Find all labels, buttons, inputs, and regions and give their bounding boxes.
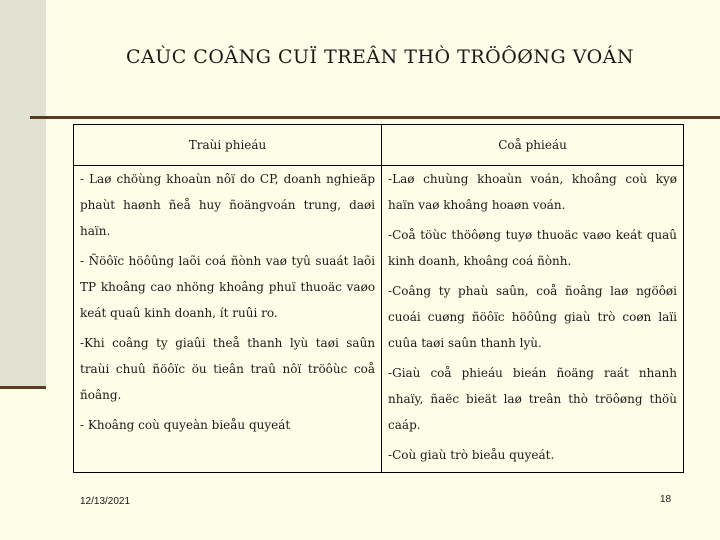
share-point-2: -Coå töùc thöôøng tuyø thuoäc vaøo keát quaû kinh doanh, khoâng coá ñònh. xyxy=(388,228,677,268)
bond-point-3: -Khi coâng ty giaûi theå thanh lyù taøi saûn traùi chuû ñöôïc öu tieân traû nôï tröôùc coå ñoâng. xyxy=(80,336,376,402)
header-shares: Coå phieáu xyxy=(382,125,684,166)
slide-date: 12/13/2021 xyxy=(80,496,131,507)
shares-cell xyxy=(382,166,684,473)
table-row xyxy=(74,166,684,473)
header-bonds: Traùi phieáu xyxy=(74,125,382,166)
title-underline xyxy=(30,116,720,119)
bonds-cell xyxy=(74,166,382,473)
bond-point-2: - Ñöôïc höôûng laõi coá ñònh vaø tyû suaát laõi TP khoâng cao nhöng khoâng phuï thuoäc vaøo keát quaû kinh doanh, ít ruûi ro. xyxy=(80,254,376,320)
table-header-row xyxy=(74,125,684,166)
share-point-3: -Coâng ty phaù saûn, coå ñoâng laø ngöôøi cuoái cuøng ñöôïc höôûng giaù trò coøn laïi cuûa taøi saûn thanh lyù. xyxy=(388,284,677,350)
share-point-1: -Laø chuùng khoaùn voán, khoâng coù kyø haïn vaø khoâng hoaøn voán. xyxy=(388,172,677,212)
bond-point-1: - Laø chöùng khoaùn nôï do CP, doanh nghieäp phaùt haønh ñeå huy ñoängvoán trung, daøi haïn. xyxy=(80,172,376,238)
page-number: 18 xyxy=(660,494,672,505)
comparison-table xyxy=(73,124,684,473)
bond-point-4: - Khoâng coù quyeàn bieåu quyeát xyxy=(80,418,291,432)
slide-title: CAÙC COÂNG CUÏ TREÂN THÒ TRÖÔØNG VOÁN xyxy=(125,46,635,68)
share-point-4: -Giaù coå phieáu bieán ñoäng raát nhanh nhaïy, ñaëc bieät laø treân thò tröôøng thöù caáp. xyxy=(388,366,677,432)
share-point-5: -Coù giaù trò bieåu quyeát. xyxy=(388,448,555,462)
